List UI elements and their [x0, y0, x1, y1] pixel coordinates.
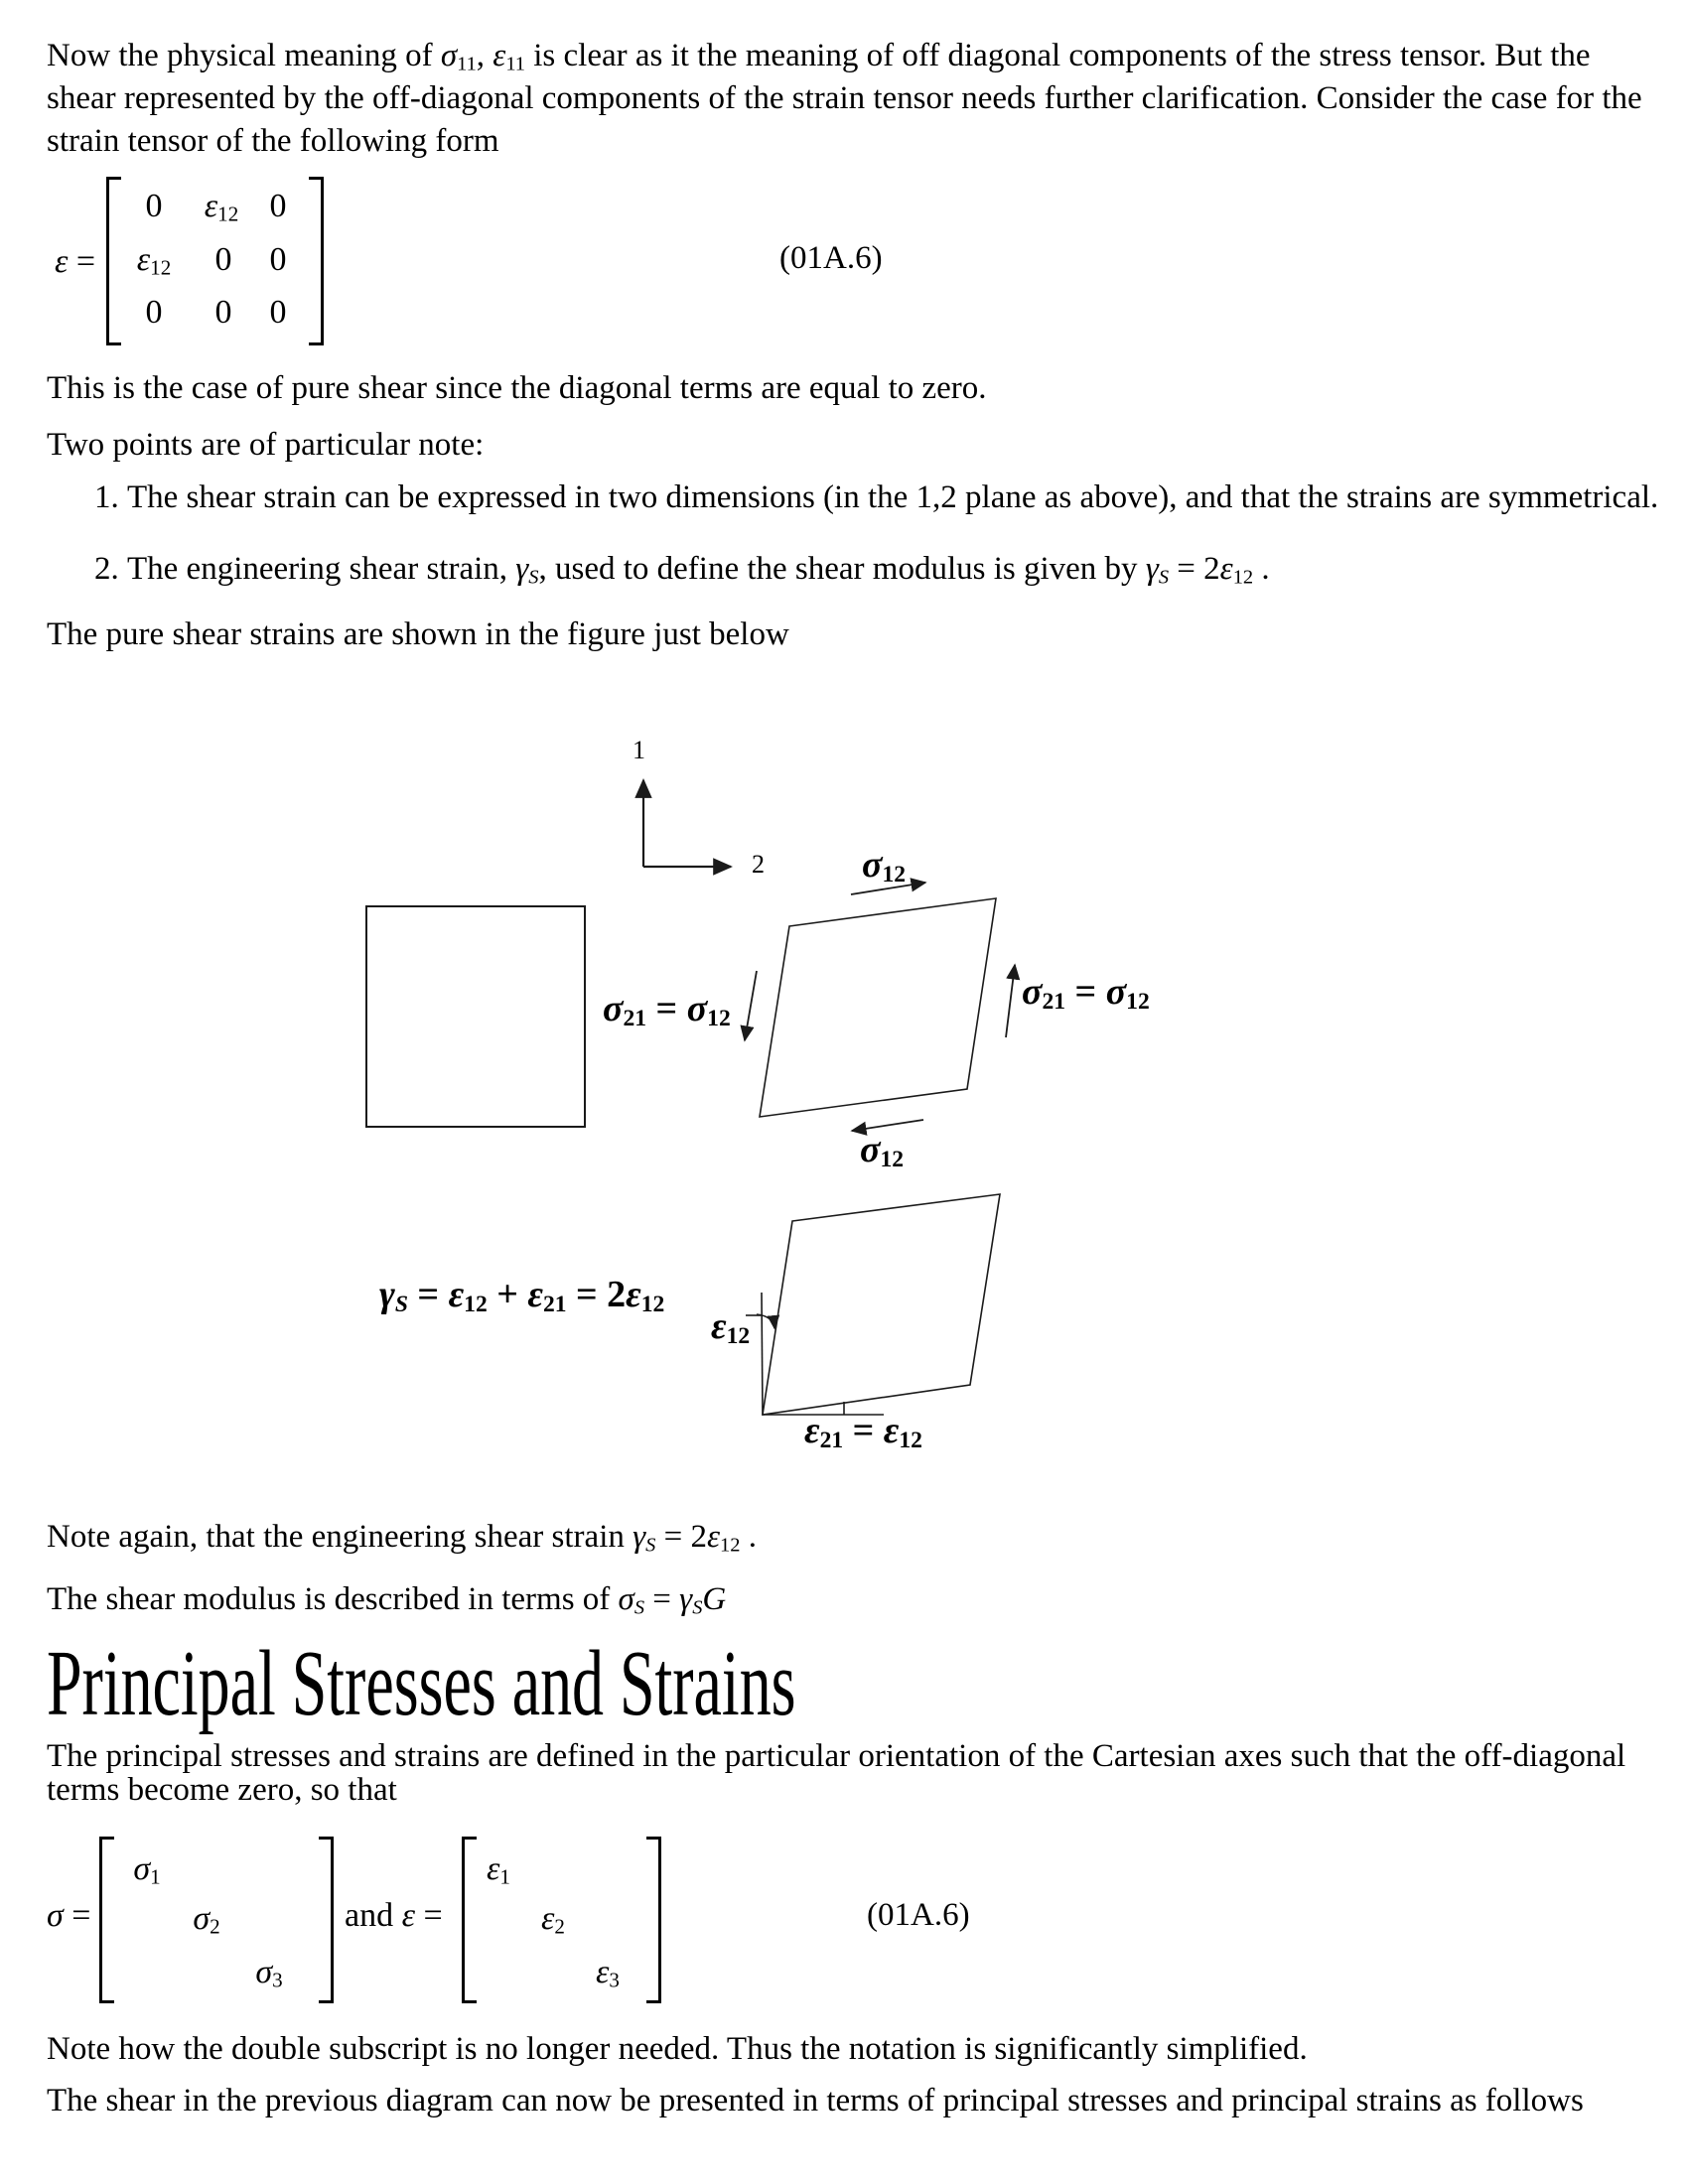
figure-label-sigma12-bottom: $\sigma_{12}$: [860, 1129, 905, 1173]
eq2-sigma-left-bracket: [99, 1837, 114, 2003]
paragraph-no-double-subscript: Note how the double subscript is no longer needed. Thus the notation is significantly simplified.: [47, 2031, 1308, 2067]
list-item-2-number: 2.: [94, 551, 119, 587]
undeformed-square: [366, 906, 585, 1127]
paragraph-pure-shear: This is the case of pure shear since the diagonal terms are equal to zero.: [47, 370, 987, 406]
figure-label-sigma21-right: $\sigma_{21} = \sigma_{12}$: [1022, 971, 1150, 1016]
eq2-sigma3: $\sigma_3$: [255, 1954, 283, 1992]
eq1-cell-r1c3: 0: [269, 188, 287, 224]
paragraph-principal-line1: The principal stresses and strains are defined in the particular orientation of the Cartesian axes such that the off-diagonal: [47, 1738, 1626, 1774]
eq1-cell-r3c2: 0: [214, 294, 232, 331]
list-item-1-number: 1.: [94, 479, 119, 515]
eq2-eps-left-bracket: [462, 1837, 477, 2003]
eq2-sigma2: $\sigma_2$: [193, 1900, 220, 1939]
paragraph-figure-intro: The pure shear strains are shown in the figure just below: [47, 616, 789, 652]
sigma21-left-arrow: [745, 971, 757, 1040]
eq1-lhs: ε =: [55, 243, 96, 280]
paragraph-intro-line3: strain tensor of the following form: [47, 123, 499, 159]
paragraph-note-again: Note again, that the engineering shear strain $\gamma S = 2\varepsilon_{12}$ .: [47, 1519, 757, 1557]
figure-label-gamma-equation: $\gamma S = \varepsilon_{12} + \varepsilon_{21} = 2\varepsilon_{12}$: [379, 1274, 665, 1318]
figure-label-sigma12-top: $\sigma_{12}$: [862, 844, 907, 888]
vertical-reference-line: [762, 1293, 763, 1415]
axis-2-label: 2: [752, 850, 765, 879]
list-item-2-text: The engineering shear strain, γS, used to define the shear modulus is given by $\gamma S = 2\varepsilon_{12}$ .: [127, 551, 1270, 589]
figure-label-eps21: $\varepsilon_{21} = \varepsilon_{12}$: [804, 1410, 922, 1454]
list-item-1: [94, 481, 1658, 514]
eq1-cell-r1c2: $\varepsilon_{12}$: [204, 188, 239, 226]
eq2-sigma-right-bracket: [319, 1837, 334, 2003]
eq2-eps1: $\varepsilon_1$: [487, 1850, 510, 1889]
paragraph-intro-line2: shear represented by the off-diagonal components of the strain tensor needs further clarification. Consider the case for the: [47, 80, 1642, 116]
eq2-connector: and ε =: [345, 1897, 443, 1934]
paragraph-two-points: Two points are of particular note:: [47, 427, 485, 463]
sigma21-right-arrow: [1006, 965, 1015, 1037]
list-item-2: [94, 553, 1270, 588]
eq1-number: (01A.6): [779, 240, 883, 276]
eq2-eps3: $\varepsilon_3$: [596, 1954, 620, 1992]
figure-label-sigma21-left: $\sigma_{21} = \sigma_{12}$: [603, 988, 731, 1032]
paragraph-principal-line2: terms become zero, so that: [47, 1772, 397, 1808]
eq2-eps2: $\varepsilon_2$: [541, 1900, 565, 1939]
eq2-eps-right-bracket: [646, 1837, 661, 2003]
eps12-angle-arrow: [757, 1314, 774, 1328]
eq1-cell-r2c3: 0: [269, 241, 287, 278]
eq1-cell-r1c1: 0: [145, 188, 163, 224]
paragraph-intro-line1: Now the physical meaning of $\sigma_{11}$, $\varepsilon_{11}$ is clear as it the meaning of off diagonal components of the stress tensor. But the: [47, 38, 1591, 75]
figure-label-eps12: $\varepsilon_{12}$: [711, 1305, 751, 1350]
paragraph-shear-modulus: The shear modulus is described in terms of σS = γSG: [47, 1581, 727, 1619]
strain-parallelogram: [763, 1194, 1000, 1415]
stress-parallelogram: [760, 898, 996, 1117]
eq2-number: (01A.6): [867, 1897, 970, 1933]
section-heading-principal-stresses: Principal Stresses and Strains: [47, 1632, 796, 1735]
eq1-right-bracket: [309, 177, 324, 345]
eq1-cell-r2c2: 0: [214, 241, 232, 278]
paragraph-shear-principal: The shear in the previous diagram can now be presented in terms of principal stresses and principal strains as follows: [47, 2083, 1584, 2118]
eq1-cell-r2c1: $\varepsilon_{12}$: [136, 241, 172, 280]
eq1-cell-r3c3: 0: [269, 294, 287, 331]
eq2-sigma1: $\sigma_1$: [133, 1850, 161, 1889]
axis-1-label: 1: [633, 736, 645, 764]
eq1-left-bracket: [106, 177, 121, 345]
eq1-cell-r3c1: 0: [145, 294, 163, 331]
list-item-1-text: The shear strain can be expressed in two dimensions (in the 1,2 plane as above), and that the strains are symmetrical.: [127, 479, 1659, 515]
eq2-sigma-lhs: σ =: [47, 1897, 91, 1934]
